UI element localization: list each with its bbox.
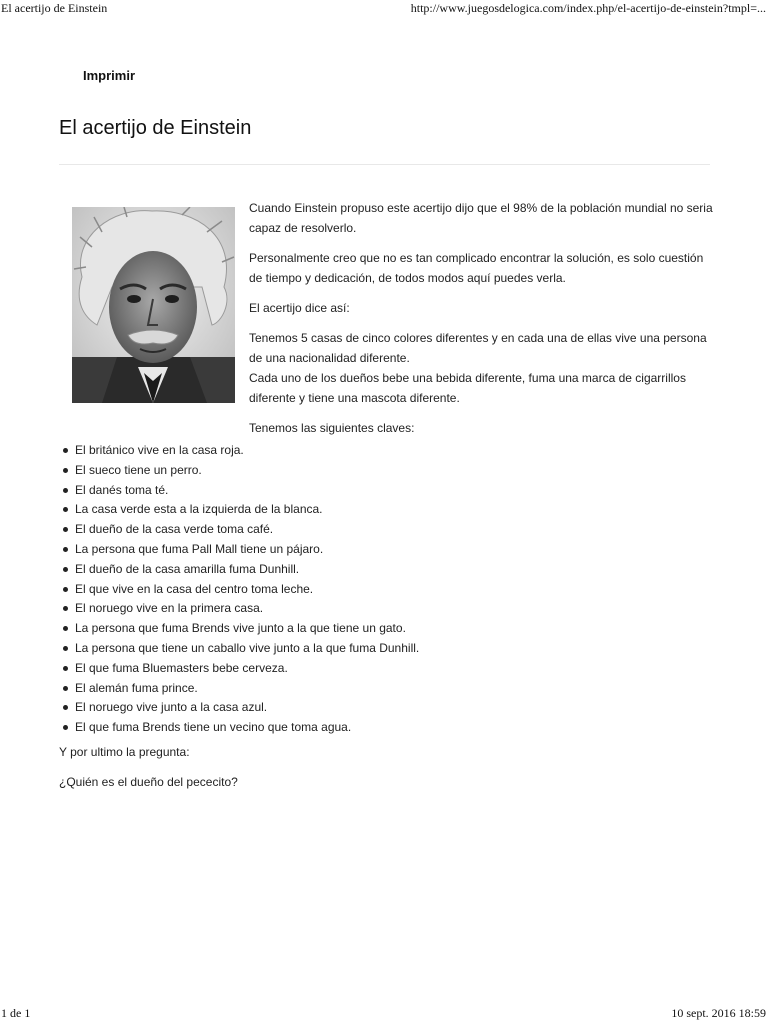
list-item: El dueño de la casa amarilla fuma Dunhill. <box>59 560 719 580</box>
list-item: El que vive en la casa del centro toma leche. <box>59 580 719 600</box>
print-header-url: http://www.juegosdelogica.com/index.php/el-acertijo-de-einstein?tmpl=... <box>410 1 766 15</box>
print-header <box>0 0 768 20</box>
intro-paragraph-4 <box>249 328 719 408</box>
list-item: El sueco tiene un perro. <box>59 461 719 481</box>
list-item: El noruego vive junto a la casa azul. <box>59 698 719 718</box>
list-item: El que fuma Bluemasters bebe cerveza. <box>59 659 719 679</box>
question-intro: Y por ultimo la pregunta: <box>59 745 190 759</box>
title-divider <box>59 164 710 165</box>
einstein-portrait-image <box>72 207 235 403</box>
intro-paragraph-1: Cuando Einstein propuso este acertijo dijo que el 98% de la población mundial no seria capaz de resolverlo. <box>249 201 713 235</box>
intro-text <box>249 198 719 448</box>
list-item: El noruego vive en la primera casa. <box>59 599 719 619</box>
page-count: 1 de 1 <box>1 1006 31 1020</box>
intro-paragraph-4-line-1: Tenemos 5 casas de cinco colores diferentes y en cada una de ellas vive una persona de una nacionalidad diferente. <box>249 331 707 365</box>
list-item: La persona que fuma Brends vive junto a la que tiene un gato. <box>59 619 719 639</box>
print-footer <box>0 1004 768 1024</box>
print-link[interactable]: Imprimir <box>83 68 136 83</box>
print-header-title: El acertijo de Einstein <box>1 1 108 15</box>
list-item: La casa verde esta a la izquierda de la blanca. <box>59 500 719 520</box>
intro-paragraph-5: Tenemos las siguientes claves: <box>249 421 415 435</box>
list-item: La persona que tiene un caballo vive junto a la que fuma Dunhill. <box>59 639 719 659</box>
list-item: El que fuma Brends tiene un vecino que toma agua. <box>59 718 719 738</box>
outro-text <box>59 742 238 802</box>
list-item: La persona que fuma Pall Mall tiene un pájaro. <box>59 540 719 560</box>
page-title: El acertijo de Einstein <box>59 117 252 139</box>
intro-paragraph-4-line-2: Cada uno de los dueños bebe una bebida diferente, fuma una marca de cigarrillos diferente y tiene una mascota diferente. <box>249 371 686 405</box>
list-item: El dueño de la casa verde toma café. <box>59 520 719 540</box>
clues-list <box>59 441 719 738</box>
question: ¿Quién es el dueño del pececito? <box>59 775 238 789</box>
print-datetime: 10 sept. 2016 18:59 <box>671 1006 766 1020</box>
list-item: El danés toma té. <box>59 481 719 501</box>
list-item: El británico vive en la casa roja. <box>59 441 719 461</box>
intro-paragraph-2: Personalmente creo que no es tan complicado encontrar la solución, es solo cuestión de tiempo y dedicación, de todos modos aquí puedes verla. <box>249 251 704 285</box>
list-item: El alemán fuma prince. <box>59 679 719 699</box>
intro-paragraph-3: El acertijo dice así: <box>249 301 350 315</box>
